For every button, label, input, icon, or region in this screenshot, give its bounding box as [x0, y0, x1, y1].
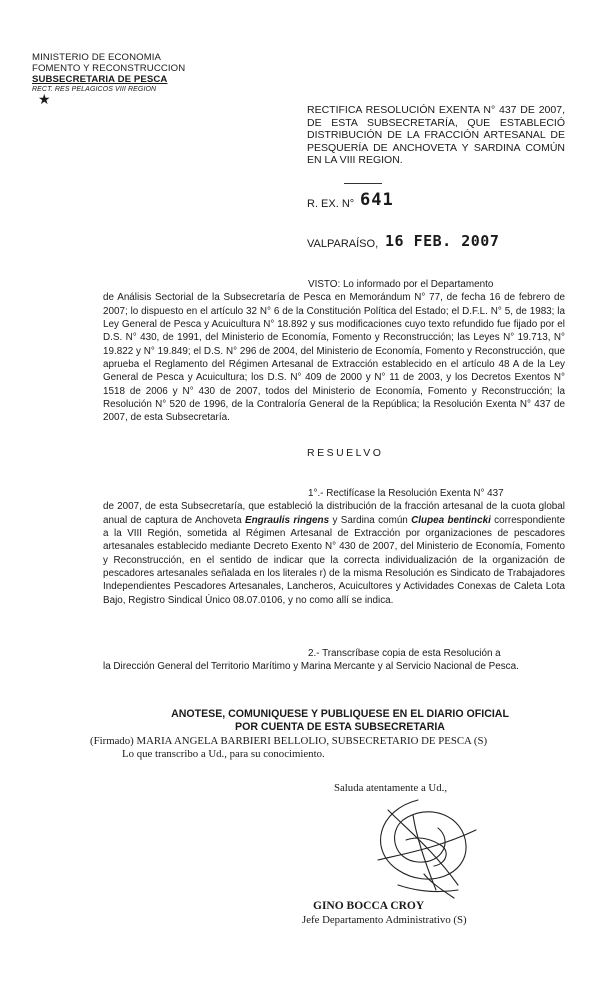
article-1-paragraph — [103, 487, 565, 607]
handwritten-signature — [358, 790, 488, 905]
header-ministry-2: FOMENTO Y RECONSTRUCCION — [32, 63, 186, 74]
species-anchoveta: Engraulis ringens — [245, 514, 330, 526]
handwritten-star-mark: ★ — [38, 91, 51, 107]
date-stamp: 16 FEB. 2007 — [385, 232, 500, 250]
article-2-paragraph — [103, 647, 565, 674]
resolution-subject: RECTIFICA RESOLUCIÓN EXENTA N° 437 DE 2007, DE ESTA SUBSECRETARÍA, QUE ESTABLECIÓ DISTRIBUCIÓN DE LA FRACCIÓN ARTESANAL DE PESQUERÍA DE ANCHOVETA Y SARDINA COMÚN EN LA VIII REGION. — [307, 104, 565, 167]
issuer-header — [32, 52, 185, 94]
header-subsecretaria: SUBSECRETARIA DE PESCA — [32, 74, 168, 85]
place-label: VALPARAÍSO, — [307, 238, 379, 250]
visto-text: de Análisis Sectorial de la Subsecretaría de Pesca en Memorándum N° 77, de fecha 16 de febrero de 2007; lo dispuesto en el artículo 32 N° 6 de la Constitución Política del Estado; el D.F.L. N° 5, de 1983; la Ley General de Pesca y Acuicultura N° 18.892 y sus modificaciones cuyo texto refundido fue fijado por el D.S. N° 430, de 1991, del Ministerio de Economía, Fomento y Reconstrucción; las Leyes N° 19.713, N° 19.822 y N° 19.849; el D.S. N° 296 de 2004, del Ministerio de Economía, Fomento y Reconstrucción, que aprueba el Reglamento del Régimen Artesanal de Extracción establecido en el artículo 48 A de la Ley General de Pesca y Acuicultura; los D.S. N° 409 de 2000 y N° 11 de 2003, y los Decretos Exentos N° 1518 de 2006 y N° 430 de 2007, todos del Ministerio de Economía, Fomento y Reconstrucción; la Resolución N° 520 de 1996, de la Contraloría General de la República; la Resolución Exenta N° 437 de 2007, de esta Subsecretaría. — [103, 292, 565, 424]
article-1-first-line: 1°.- Rectifícase la Resolución Exenta N° 437 — [308, 488, 504, 499]
resolution-label: R. EX. N° — [307, 198, 355, 210]
number-underline — [344, 183, 382, 184]
transcription-note: Lo que transcribo a Ud., para su conocimiento. — [122, 748, 325, 760]
header-reference: RECT. RES PELAGICOS VIII REGION — [32, 86, 157, 93]
greeting-line: Saluda atentamente a Ud., — [334, 782, 448, 794]
signer-name: GINO BOCCA CROY — [313, 900, 425, 912]
closing-formula — [110, 708, 570, 734]
resuelvo-heading: RESUELVO — [307, 447, 384, 459]
signer-role: Jefe Departamento Administrativo (S) — [302, 914, 467, 926]
article-1-text-b: y Sardina común — [329, 514, 412, 526]
species-sardina: Clupea bentincki — [411, 514, 491, 526]
article-2-first-line: 2.- Transcríbase copia de esta Resolución a — [308, 648, 501, 659]
visto-first-line: VISTO: Lo informado por el Departamento — [308, 279, 494, 290]
article-1-text-a: de 2007, de esta Subsecretaría, que estableció la distribución de la fracción artesanal de la cuota global anual de captura de Anchoveta — [103, 501, 565, 526]
article-1-text-c: correspondiente a la VIII Región, sometida al Régimen Artesanal de Extracción por organizaciones de pescadores artesanales establecido mediante Decreto Exento N° 430 de 2007, del Ministerio de Economía, Fomento y Reconstrucción, en el sentido de indicar que la correcta individualización de la organización de pescadores artesanales señalada en los literales r) de la misma Resolución es Sindicato de Trabajadores Independientes Pescadores Artesanales, Lancheros, Acuicultores y Actividades Conexas de Caleta Lota Bajo, Registro Sindical Único 08.07.0106, y no como allí se indica. — [103, 514, 565, 606]
closing-line-2: POR CUENTA DE ESTA SUBSECRETARIA — [235, 721, 445, 733]
article-2-text: la Dirección General del Territorio Marítimo y Marina Mercante y al Servicio Nacional de Pesca. — [103, 661, 519, 673]
signed-by-line: (Firmado) MARIA ANGELA BARBIERI BELLOLIO, SUBSECRETARIO DE PESCA (S) — [90, 735, 488, 747]
visto-paragraph — [103, 278, 565, 425]
header-ministry: MINISTERIO DE ECONOMIA — [32, 52, 162, 63]
resolution-number-stamp: 641 — [360, 190, 394, 210]
closing-line-1: ANOTESE, COMUNIQUESE Y PUBLIQUESE EN EL DIARIO OFICIAL — [171, 708, 509, 720]
